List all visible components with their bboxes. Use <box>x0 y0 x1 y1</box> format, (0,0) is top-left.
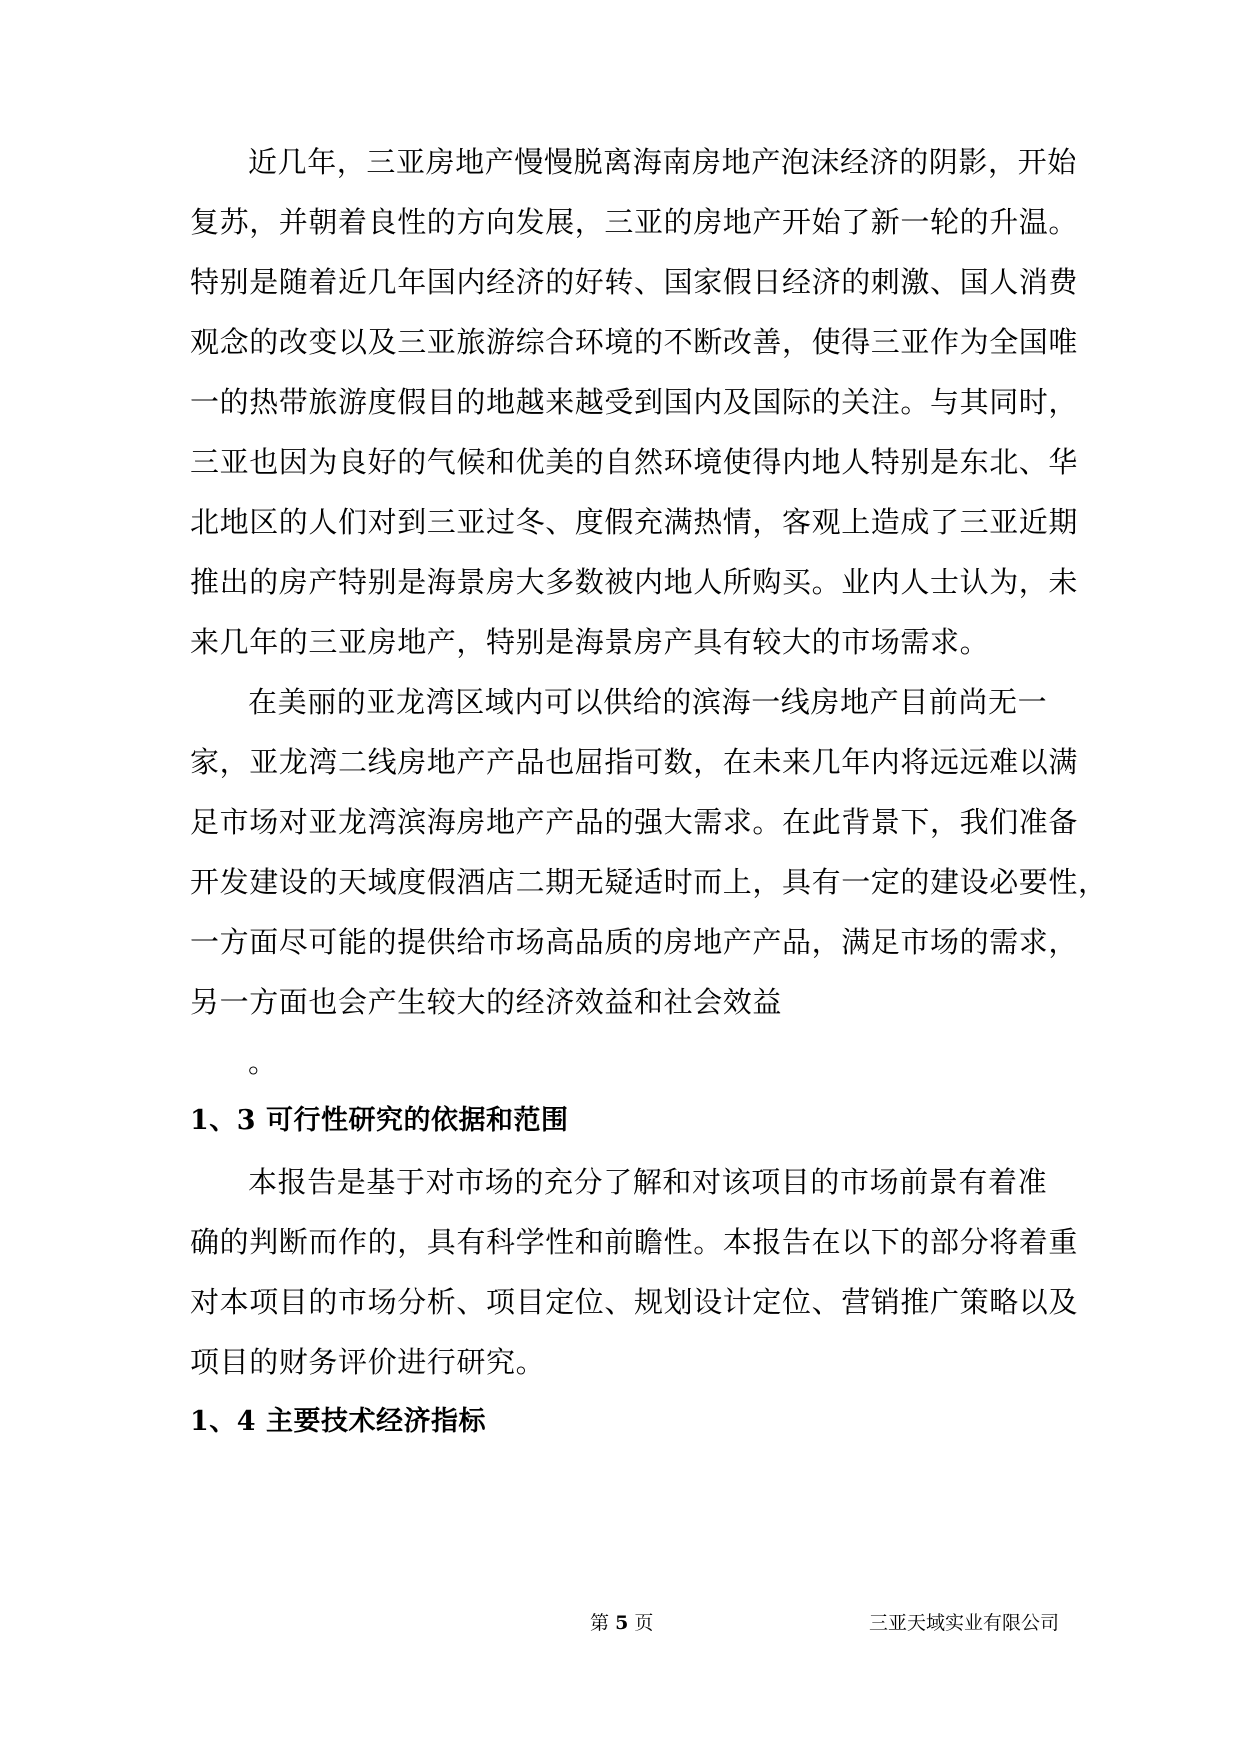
page-number <box>590 1611 653 1635</box>
section-1-3-line: 本报告是基于对市场的充分了解和对该项目的市场前景有着准 <box>248 1165 1048 1199</box>
paragraph-2-line: 家，亚龙湾二线房地产产品也屈指可数，在未来几年内将远远难以满 <box>190 745 1079 779</box>
paragraph-1-line: 三亚也因为良好的气候和优美的自然环境使得内地人特别是东北、华 <box>190 445 1079 479</box>
paragraph-1-line: 一的热带旅游度假目的地越来越受到国内及国际的关注。与其同时， <box>190 385 1079 419</box>
page-number-value: 5 <box>615 1612 629 1634</box>
paragraph-1-line: 近几年，三亚房地产慢慢脱离海南房地产泡沫经济的阴影，开始 <box>248 145 1077 179</box>
paragraph-2-line: 一方面尽可能的提供给市场高品质的房地产产品，满足市场的需求， <box>190 925 1079 959</box>
paragraph-1-line: 观念的改变以及三亚旅游综合环境的不断改善，使得三亚作为全国唯 <box>190 325 1079 359</box>
section-1-3-heading: 1、3 可行性研究的依据和范围 <box>190 1105 569 1136</box>
paragraph-1-line: 来几年的三亚房地产，特别是海景房产具有较大的市场需求。 <box>190 625 990 659</box>
section-1-3-line: 项目的财务评价进行研究。 <box>190 1345 546 1379</box>
company-name: 三亚天域实业有限公司 <box>868 1612 1059 1634</box>
paragraph-1-line: 推出的房产特别是海景房大多数被内地人所购买。业内人士认为，未 <box>190 565 1079 599</box>
paragraph-1-line: 北地区的人们对到三亚过冬、度假充满热情，客观上造成了三亚近期 <box>190 505 1079 539</box>
page-number-prefix: 第 <box>590 1612 610 1634</box>
paragraph-2-line: 另一方面也会产生较大的经济效益和社会效益 <box>190 985 783 1019</box>
section-1-3-line: 对本项目的市场分析、项目定位、规划设计定位、营销推广策略以及 <box>190 1285 1079 1319</box>
section-1-3-line: 确的判断而作的，具有科学性和前瞻性。本报告在以下的部分将着重 <box>190 1225 1079 1259</box>
paragraph-2-trailing-period: 。 <box>248 1045 278 1079</box>
paragraph-2-line: 开发建设的天域度假酒店二期无疑适时而上，具有一定的建设必要性， <box>190 865 1108 899</box>
paragraph-2-line: 在美丽的亚龙湾区域内可以供给的滨海一线房地产目前尚无一 <box>248 685 1048 719</box>
paragraph-2-line: 足市场对亚龙湾滨海房地产产品的强大需求。在此背景下，我们准备 <box>190 805 1079 839</box>
paragraph-1-line: 特别是随着近几年国内经济的好转、国家假日经济的刺激、国人消费 <box>190 265 1079 299</box>
paragraph-1-line: 复苏，并朝着良性的方向发展，三亚的房地产开始了新一轮的升温。 <box>190 205 1079 239</box>
page-number-suffix: 页 <box>634 1612 654 1634</box>
section-1-4-heading: 1、4 主要技术经济指标 <box>190 1406 486 1437</box>
